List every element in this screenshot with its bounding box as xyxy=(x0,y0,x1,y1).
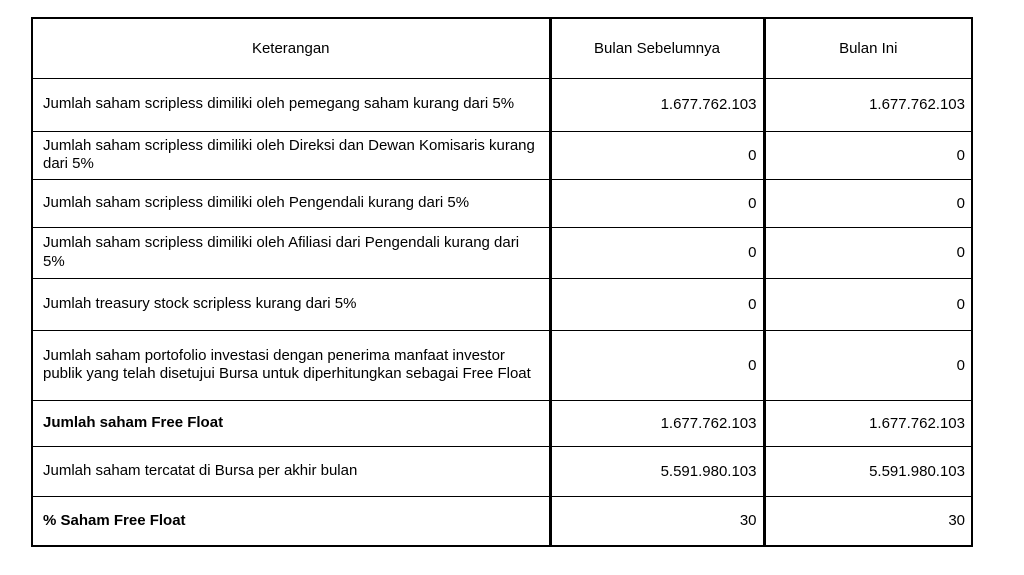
row-previous-value: 0 xyxy=(550,278,764,330)
row-current-value: 0 xyxy=(764,330,972,400)
row-previous-value: 30 xyxy=(550,496,764,546)
row-label: Jumlah saham portofolio investasi dengan penerima manfaat investor publik yang telah disetujui Bursa untuk diperhitungkan sebagai Free Float xyxy=(32,330,550,400)
row-current-value: 1.677.762.103 xyxy=(764,78,972,131)
table-row-total-free-float xyxy=(32,400,972,446)
header-description: Keterangan xyxy=(32,18,550,78)
row-current-value: 0 xyxy=(764,227,972,278)
row-current-value: 0 xyxy=(764,179,972,227)
table-row xyxy=(32,278,972,330)
row-label: Jumlah saham scripless dimiliki oleh pemegang saham kurang dari 5% xyxy=(32,78,550,131)
row-label: Jumlah saham Free Float xyxy=(32,400,550,446)
row-label: Jumlah saham scripless dimiliki oleh Afiliasi dari Pengendali kurang dari 5% xyxy=(32,227,550,278)
row-current-value: 0 xyxy=(764,131,972,179)
free-float-table-container xyxy=(31,17,973,547)
row-current-value: 1.677.762.103 xyxy=(764,400,972,446)
row-label: Jumlah saham tercatat di Bursa per akhir bulan xyxy=(32,446,550,496)
table-row xyxy=(32,227,972,278)
row-current-value: 30 xyxy=(764,496,972,546)
table-row xyxy=(32,78,972,131)
row-label: Jumlah saham scripless dimiliki oleh Direksi dan Dewan Komisaris kurang dari 5% xyxy=(32,131,550,179)
row-previous-value: 0 xyxy=(550,330,764,400)
table-row xyxy=(32,330,972,400)
table-row xyxy=(32,446,972,496)
header-previous-month: Bulan Sebelumnya xyxy=(550,18,764,78)
table-row-free-float-percentage xyxy=(32,496,972,546)
table-row xyxy=(32,131,972,179)
row-previous-value: 0 xyxy=(550,227,764,278)
free-float-table xyxy=(31,17,973,547)
row-current-value: 5.591.980.103 xyxy=(764,446,972,496)
row-label: Jumlah saham scripless dimiliki oleh Pengendali kurang dari 5% xyxy=(32,179,550,227)
table-row xyxy=(32,179,972,227)
row-label: Jumlah treasury stock scripless kurang dari 5% xyxy=(32,278,550,330)
row-previous-value: 1.677.762.103 xyxy=(550,400,764,446)
row-previous-value: 0 xyxy=(550,131,764,179)
row-current-value: 0 xyxy=(764,278,972,330)
row-previous-value: 5.591.980.103 xyxy=(550,446,764,496)
row-previous-value: 0 xyxy=(550,179,764,227)
table-header-row xyxy=(32,18,972,78)
header-current-month: Bulan Ini xyxy=(764,18,972,78)
row-label: % Saham Free Float xyxy=(32,496,550,546)
row-previous-value: 1.677.762.103 xyxy=(550,78,764,131)
